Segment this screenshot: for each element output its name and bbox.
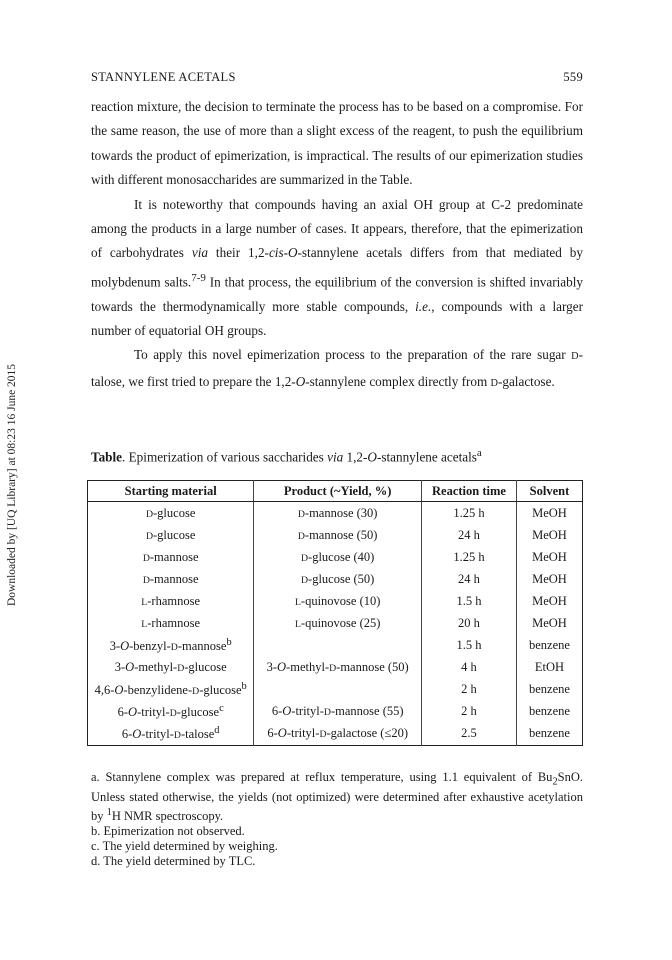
cell-product: D-mannose (30) — [254, 502, 422, 525]
cell-starting-material: D-mannose — [142, 571, 199, 586]
page-number: 559 — [563, 70, 583, 84]
reference-superscript: 7-9 — [191, 271, 206, 284]
cell-starting-material: L-rhamnose — [141, 616, 201, 631]
cell-product: 6-O-trityl-D-galactose (≤20) — [254, 723, 422, 746]
paragraph-3: To apply this novel epimerization process to the preparation of the rare sugar D-talose, we first tried to prepare the 1,2-O-stannylene complex directly from D-galactose. — [91, 347, 583, 389]
cell-solvent: benzene — [516, 701, 582, 723]
cell-starting-material: D-glucose — [145, 527, 196, 542]
cell-reaction-time: 1.25 h — [422, 546, 517, 568]
cell-product: 3-O-methyl-D-mannose (50) — [254, 657, 422, 679]
paragraph-2: It is noteworthy that compounds having an axial OH group at C-2 predominate among the products in a large number of cases. It appears, therefore, that the epimerization of carbohydrates via their 1,2-cis-O-stannylene acetals differs from that mediated by molybdenum salts.$^{7-9}$ In that process, the equilibrium of the conversion is shifted invariably towards the thermodynamically more stable compounds, i.e., compounds with a larger number of equatorial OH groups. — [91, 196, 583, 339]
cell-solvent: EtOH — [516, 657, 582, 679]
cell-product: L-quinovose (25) — [254, 612, 422, 634]
cell-product — [254, 635, 422, 657]
cell-reaction-time: 4 h — [422, 657, 517, 679]
table-row — [88, 568, 583, 590]
table-row — [88, 612, 583, 634]
page-header — [91, 70, 583, 85]
cell-reaction-time: 1.5 h — [422, 635, 517, 657]
cell-reaction-time: 1.5 h — [422, 590, 517, 612]
cell-starting-material: D-glucose — [145, 505, 196, 520]
header-starting-material: Starting material — [88, 481, 254, 502]
cell-starting-material: 6-O-trityl-D-glucose$^c$ — [117, 703, 224, 720]
table-row — [88, 590, 583, 612]
cell-solvent: benzene — [516, 679, 582, 701]
footnote-b: b. Epimerization not observed. — [91, 823, 245, 838]
table-caption: Table. Epimerization of various saccharides via 1,2-O-stannylene acetals$^a$ — [91, 447, 482, 465]
paragraph-1: reaction mixture, the decision to terminate the process has to be based on a compromise. For the same reason, the use of more than a slight excess of the reagent, to push the equilibrium towards the product of epimerization, is impractical. The results of our epimerization studies with different monosaccharides are summarized in the Table. — [91, 99, 583, 188]
running-title: STANNYLENE ACETALS — [91, 70, 236, 84]
table-row — [88, 723, 583, 746]
cell-product: D-glucose (40) — [254, 546, 422, 568]
cell-reaction-time: 1.25 h — [422, 502, 517, 525]
cell-reaction-time: 2.5 — [422, 723, 517, 746]
table-row — [88, 546, 583, 568]
cell-reaction-time: 24 h — [422, 524, 517, 546]
cell-starting-material: 6-O-trityl-D-talose$^d$ — [121, 725, 220, 742]
table-body — [88, 502, 583, 746]
cell-solvent: MeOH — [516, 546, 582, 568]
cell-product: 6-O-trityl-D-mannose (55) — [254, 701, 422, 723]
cell-reaction-time: 2 h — [422, 679, 517, 701]
table-row — [88, 657, 583, 679]
table-row — [88, 679, 583, 701]
cell-solvent: MeOH — [516, 590, 582, 612]
cell-starting-material: 4,6-O-benzylidene-D-glucose$^b$ — [94, 681, 247, 698]
cell-solvent: benzene — [516, 635, 582, 657]
cell-product: L-quinovose (10) — [254, 590, 422, 612]
header-reaction-time: Reaction time — [422, 481, 517, 502]
cell-reaction-time: 24 h — [422, 568, 517, 590]
footnote-c: c. The yield determined by weighing. — [91, 838, 278, 853]
cell-product: D-glucose (50) — [254, 568, 422, 590]
cell-reaction-time: 2 h — [422, 701, 517, 723]
cell-reaction-time: 20 h — [422, 612, 517, 634]
table-row — [88, 701, 583, 723]
download-watermark — [4, 330, 20, 640]
header-solvent: Solvent — [516, 481, 582, 502]
footnote-a: a. Stannylene complex was prepared at reflux temperature, using 1.1 equivalent of $Bu_2SnO$. Unless stated otherwise, the yields (not optimized) were determined after exhaustive acetylation by $^1$H NMR spectroscopy. — [91, 770, 583, 823]
table-row — [88, 524, 583, 546]
cell-product — [254, 679, 422, 701]
epimerization-table — [87, 480, 583, 746]
body-text — [91, 95, 583, 396]
cell-solvent: MeOH — [516, 612, 582, 634]
cell-solvent: MeOH — [516, 568, 582, 590]
footnotes — [91, 770, 583, 869]
cell-starting-material: L-rhamnose — [141, 593, 201, 608]
cell-solvent: MeOH — [516, 524, 582, 546]
download-note: Downloaded by [UQ Library] at 08:23 16 June 2015 — [6, 363, 18, 607]
footnote-d: d. The yield determined by TLC. — [91, 853, 256, 868]
cell-solvent: MeOH — [516, 502, 582, 525]
cell-starting-material: 3-O-benzyl-D-mannose$^b$ — [109, 637, 232, 654]
cell-solvent: benzene — [516, 723, 582, 746]
table-row — [88, 635, 583, 657]
cell-starting-material: D-mannose — [142, 549, 199, 564]
table-row — [88, 502, 583, 525]
cell-product: D-mannose (50) — [254, 524, 422, 546]
table-header-row — [88, 481, 583, 502]
header-product: Product (~Yield, %) — [254, 481, 422, 502]
cell-starting-material: 3-O-methyl-D-glucose — [114, 660, 227, 675]
